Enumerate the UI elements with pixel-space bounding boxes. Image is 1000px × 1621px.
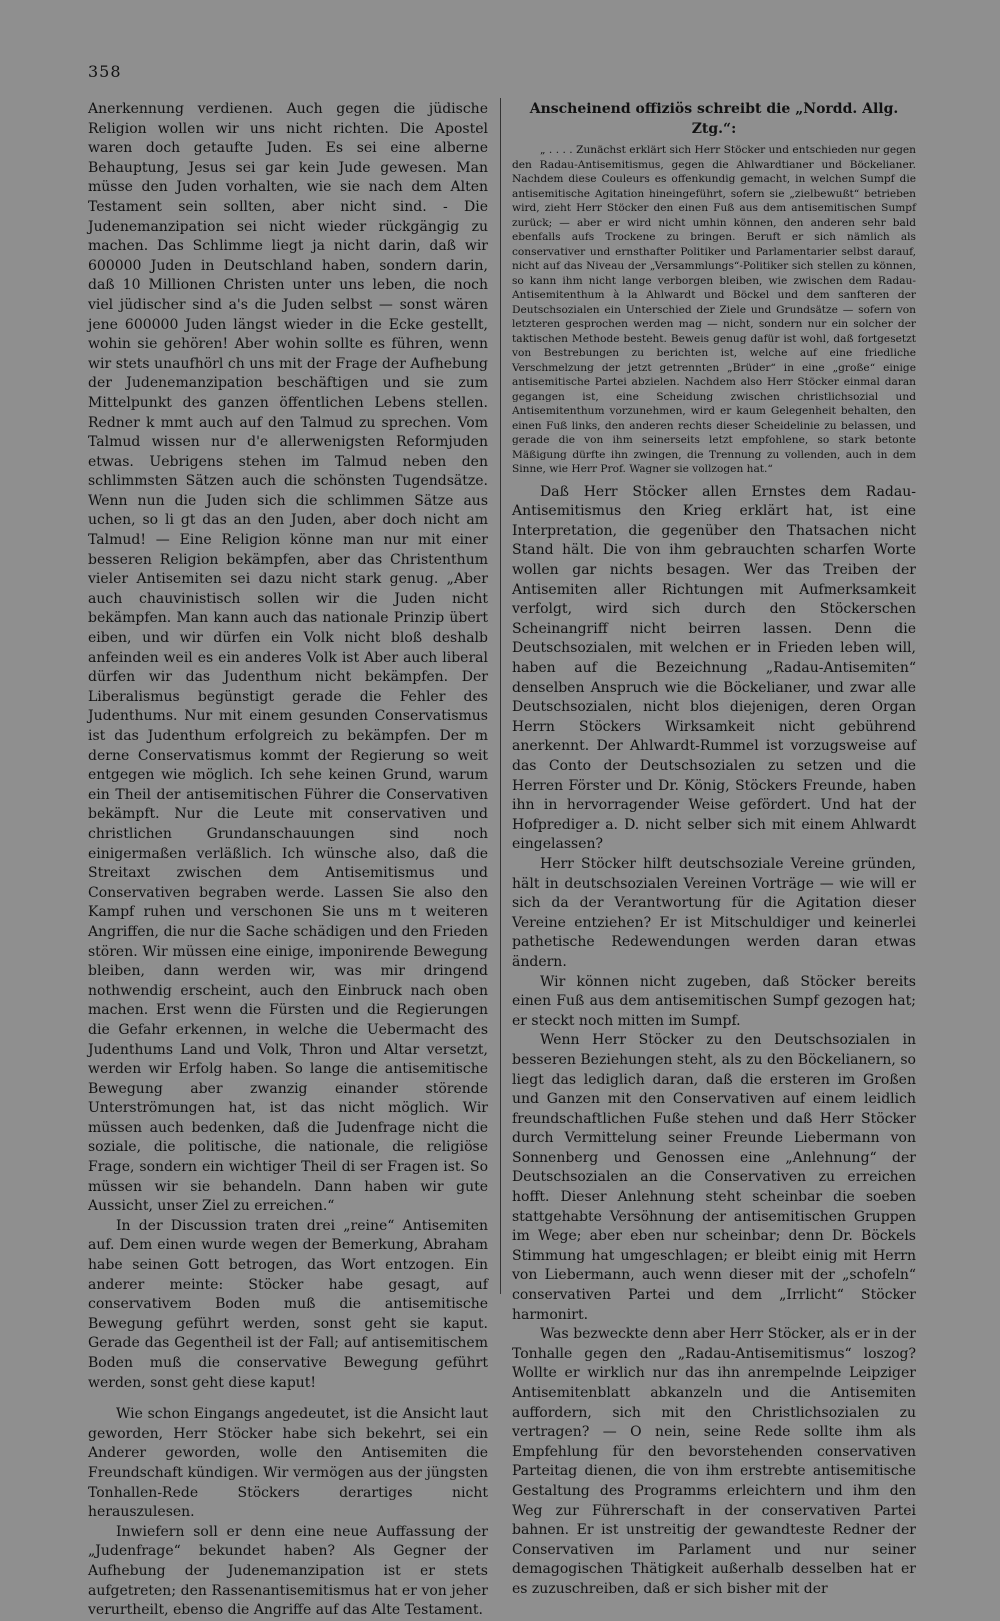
quote-heading: Anscheinend offiziös schreibt die „Nordd. Allg. Ztg.“: [529,101,899,137]
left-column [88,100,488,1621]
paragraph: Inwiefern soll er denn eine neue Auffassung der „Judenfrage“ bekundet haben? Als Gegner der Aufhebung der Judenemanzipation ist er stets aufgetreten; den Rassenantisemitismus hat er von jeher verurtheilt, ebenso die Angriffe auf das Alte Testament. [88,1523,488,1619]
paragraph: Wenn Herr Stöcker zu den Deutschsozialen in besseren Beziehungen steht, als zu den Böckelianern, so liegt das lediglich daran, daß die ersteren im Großen und Ganzen mit den Conservativen auf einem leidlich freundschaftlichen Fuße stehen und daß Herr Stöcker durch Vermittelung seiner Freunde Liebermann von Sonnenberg und Genossen eine „Anlehnung“ der Deutschsozialen an die Conservativen zu erreichen hofft. Dieser Anlehnung steht scheinbar die soeben stattgehabte Versöhnung der antisemitischen Gruppen im Wege; aber eben nur scheinbar; denn Dr. Böckels Stimmung hat umgeschlagen; er bleibt einig mit Herrn von Liebermann, auch wenn dieser mit der „schofeln“ conservativen Partei und dem „Irrlicht“ Stöcker harmonirt. [512,1032,916,1323]
paragraph: In der Discussion traten drei „reine“ Antisemiten auf. Dem einen wurde wegen der Bemerkung, Abraham habe seinen Gott betrogen, das Wort entzogen. Ein anderer meinte: Stöcker habe gesagt, auf conservativem Boden muß die antisemitische Bewegung geführt werden, sonst geht sie kaput. Gerade das Gegentheil ist der Fall; auf antisemitischem Boden muß die conservative Bewegung geführt werden, sonst geht diese kaput! [88,1217,488,1391]
paragraph: Herr Stöcker hilft deutschsoziale Vereine gründen, hält in deutschsozialen Vereinen Vorträge — wie will er sich da der Verantwortung für die Agitation dieser Vereine entziehen? Er ist Mitschuldiger und keinerlei pathetische Redewendungen werden daran etwas ändern. [512,855,916,970]
paragraph: Anerkennung verdienen. Auch gegen die jüdische Religion wollen wir uns nicht richten. Die Apostel waren doch getaufte Juden. Es sei eine alberne Behauptung, Jesus sei gar kein Jude gewesen. Man müsse den Juden vorhalten, wie sie nach dem Alten Testament sein sollten, aber nicht sind. - Die Judenemanzipation sei nicht wieder rückgängig zu machen. Das Schlimme liegt ja nicht darin, daß wir 600000 Juden in Deutschland haben, sondern darin, daß 10 Millionen Christen unter uns leben, die noch viel jüdischer sind a's die Juden selbst — sonst wären jene 600000 Juden längst wieder in die Ecke gestellt, wohin sie gehören! Aber wohin sollte es führen, wenn wir stets unaufhörl ch uns mit der Frage der Aufhebung der Judenemanzipation beschäftigen und sie zum Mittelpunkt des ganzen öffentlichen Lebens stellen. Redner k mmt auch auf den Talmud zu sprechen. Vom Talmud wissen nur d'e allerwenigsten Reformjuden etwas. Uebrigens stehen im Talmud neben den schlimmsten Sätzen auch die schönsten Tugendsätze. Wenn nun die Juden sich die schlimmen Sätze aus uchen, so li gt das an den Juden, aber doch nicht am Talmud! — Eine Religion könne man nur mit einer besseren Religion bekämpfen, aber das Christenthum vieler Antisemiten sei dazu nicht stark genug. „Aber auch chauvinistisch sollen wir die Juden nicht bekämpfen. Man kann auch das nationale Prinzip übert eiben, und wir dürfen ein Volk nicht bloß deshalb anfeinden weil es ein anderes Volk ist Aber auch liberal dürfen wir das Judenthum nicht bekämpfen. Der Liberalismus begünstigt gerade die Fehler des Judenthums. Nur mit einem gesunden Conservatismus ist das Judenthum erfolgreich zu bekämpfen. Der m derne Conservatismus kommt der Regierung so weit entgegen wie möglich. Ich sehe keinen Grund, warum ein Theil der antisemitischen Führer die Conservativen bekämpft. Nur die Leute mit conservativen und christlichen Grundanschauungen sind noch einigermaßen verläßlich. Ich wünsche also, daß die Streitaxt zwischen dem Antisemitismus und Conservativen begraben werde. Lassen Sie also den Kampf ruhen und verschonen Sie uns m t weiteren Angriffen, die nur die Sache schädigen und den Frieden stören. Wir müssen eine einige, imponirende Bewegung bleiben, dann werden wir, was mir dringend nothwendig erscheint, auch den Einbruck nach oben machen. Erst wenn die Fürsten und die Regierungen die Gefahr erkennen, in welche die Uebermacht des Judenthums Land und Volk, Thron und Altar versetzt, werden wir Erfolg haben. So lange die antisemitische Bewegung aber zwanzig einander störende Unterströmungen hat, ist das nicht möglich. Wir müssen auch bedenken, daß die Judenfrage nicht die soziale, die politische, die nationale, die religiöse Frage, sondern ein wichtiger Theil di ser Fragen ist. So müssen wir sie behandeln. Dann haben wir gute Aussicht, unser Ziel zu erreichen.“ [88,101,488,1215]
paragraph: Daß Herr Stöcker allen Ernstes dem Radau-Antisemitismus den Krieg erklärt hat, ist eine Interpretation, die gegenüber den Thatsachen nicht Stand hält. Die von ihm gebrauchten scharfen Worte wollen gar nichts besagen. Wer das Treiben der Antisemiten aller Richtungen mit Aufmerksamkeit verfolgt, wird sich durch den Stöckerschen Scheinangriff nicht beirren lassen. Denn die Deutschsozialen, mit welchen er in Frieden leben will, haben auf die Bezeichnung „Radau-Antisemiten“ denselben Anspruch wie die Böckelianer, und zwar alle Deutschsozialen, nicht blos diejenigen, deren Organ Herrn Stöckers Wirksamkeit nicht gebührend anerkennt. Der Ahlwardt-Rummel ist vorzugsweise auf das Conto der Deutschsozialen zu setzen und die Herren Förster und Dr. König, Stöckers Freunde, haben ihn in hervorragender Weise gefördert. Und hat der Hofprediger a. D. nicht selber sich mit einem Ahlwardt eingelassen? [512,483,916,853]
page-number: 358 [88,62,122,81]
quote-text: „ . . . . Zunächst erklärt sich Herr Stöcker und entschieden nur gegen den Radau-Antisemitismus, gegen die Ahlwardtianer und Böckelianer. Nachdem diese Couleurs es offenkundig gemacht, in welchen Sumpf die antisemitische Agitation hineingeführt, sofern sie „zielbewußt“ betrieben wird, zieht Herr Stöcker den einen Fuß aus dem antisemitischen Sumpf zurück; — aber er wird nicht umhin können, den anderen sehr bald ebenfalls aufs Trockene zu bringen. Beruft er sich nämlich als conservativer und ernsthafter Politiker und Parlamentarier selbst darauf, nicht auf das Niveau der „Versammlungs“-Politiker sich stellen zu können, so kann ihm nicht lange verborgen bleiben, wie zwischen dem Radau-Antisemitenthum à la Ahlwardt und Böckel und dem sanfteren der Deutschsozialen ein Unterschied der Ziele und Grundsätze — sofern von letzteren gesprochen werden mag — nicht, sondern nur ein solcher der taktischen Methode besteht. Beweis genug dafür ist wohl, daß fortgesetzt von Bestrebungen zu berichten ist, welche auf eine friedliche Verschmelzung der jetzt getrennten „Brüder“ in eine „große“ einige antisemitische Partei abzielen. Nachdem also Herr Stöcker einmal daran gegangen ist, eine Scheidung zwischen christlichsozial und Antisemitenthum vorzunehmen, wird er kaum Gelegenheit behalten, den einen Fuß links, den anderen rechts dieser Scheidelinie zu belassen, und gerade die von ihm seinerseits letzt empfohlene, so stark betonte Mäßigung dürfte ihn zwingen, die Trennung zu vollenden, auch in dem Sinne, wie Herr Prof. Wagner sie vollzogen hat.“ [512,144,916,476]
paragraph: Was bezweckte denn aber Herr Stöcker, als er in der Tonhalle gegen den „Radau-Antisemitismus“ loszog? Wollte er wirklich nur das ihn anrempelnde Leipziger Antisemitenblatt abkanzeln und die Antisemiten auffordern, sich mit den Christlichsozialen zu vertragen? — O nein, seine Rede sollte ihm als Empfehlung für den bevorstehenden conservativen Parteitag dienen, die von ihm erstrebte antisemitische Gestaltung des Programms erleichtern und ihm den Weg zur Führerschaft in der conservativen Partei bahnen. Er ist unstreitig der gewandteste Redner der Conservativen im Parlament und nur seiner demagogischen Thätigkeit außerhalb desselben hat er es zuzuschreiben, daß er sich bisher mit der [512,1326,916,1597]
column-divider [500,98,501,1294]
right-column [512,100,916,1600]
paragraph: Wie schon Eingangs angedeutet, ist die Ansicht laut geworden, Herr Stöcker habe sich bekehrt, sei ein Anderer geworden, wolle den Antisemiten die Freundschaft kündigen. Wir vermögen aus der jüngsten Tonhallen-Rede Stöckers derartiges nicht herauszulesen. [88,1406,488,1521]
paragraph: Wir können nicht zugeben, daß Stöcker bereits einen Fuß aus dem antisemitischen Sumpf gezogen hat; er steckt noch mitten im Sumpf. [512,973,916,1029]
